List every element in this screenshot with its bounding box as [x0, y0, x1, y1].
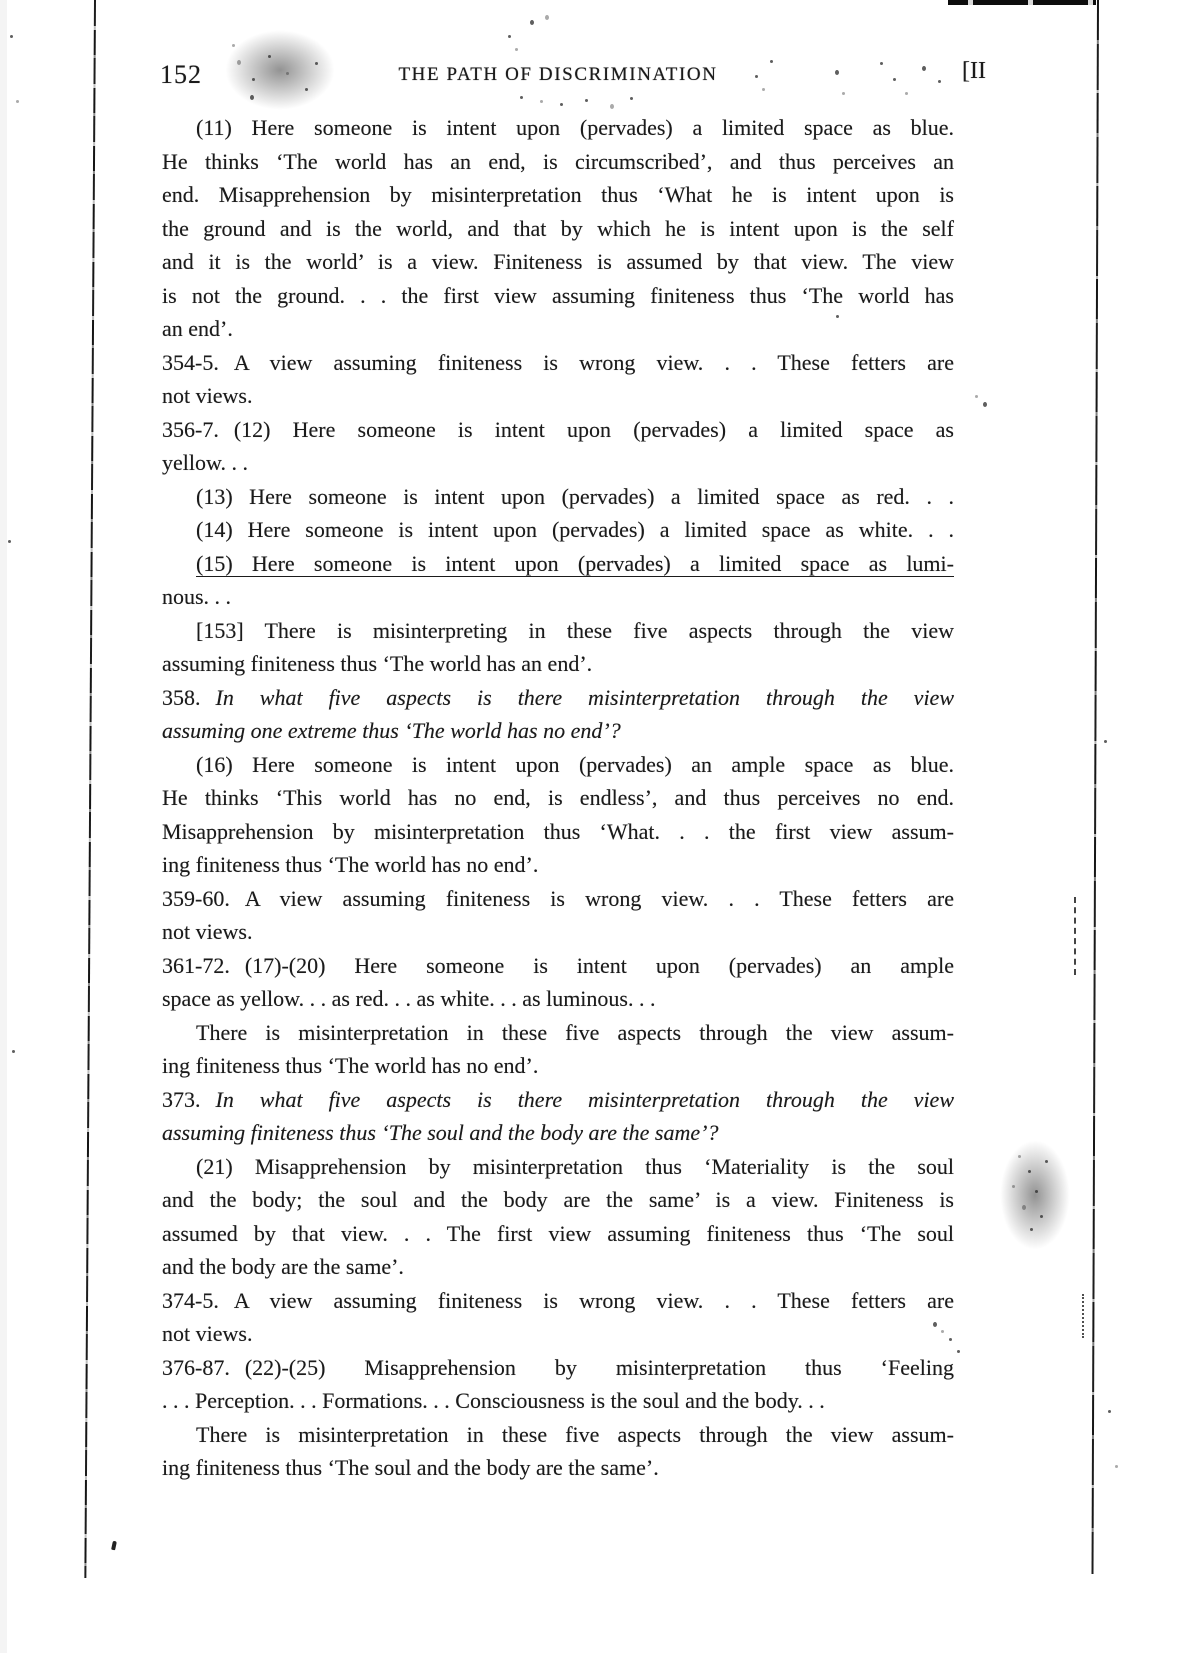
paragraph-number: 359-60.: [162, 885, 230, 911]
page-number: 152: [160, 60, 202, 89]
scan-artifact-dashed-mark: [1074, 897, 1076, 975]
scan-speck: [1108, 1410, 1111, 1413]
text-line: There is misinterpretation in these five aspects through the view assum-: [196, 1019, 954, 1045]
scan-speck: [762, 88, 765, 91]
text-line: and the body; the soul and the body are the same’ is a view. Finiteness is: [162, 1187, 954, 1212]
text-line-content: A view assuming finiteness is wrong view. . . These fetters are: [244, 885, 954, 911]
text-line: ing finiteness thus ‘The soul and the body are the same’.: [162, 1455, 659, 1480]
text-line: and the body are the same’.: [162, 1254, 404, 1279]
text-line: [162, 346, 954, 380]
paragraph: [162, 480, 954, 514]
text-line: There is misinterpretation in these five aspects through the view assum-: [196, 1421, 954, 1447]
paragraph: [162, 111, 954, 346]
scan-speck: [250, 95, 254, 100]
text-line-content: (22)-(25) Misapprehension by misinterpretation thus ‘Feeling: [244, 1354, 954, 1380]
scan-speck: [610, 104, 614, 109]
scan-artifact-right-vertical-line: [1092, 0, 1099, 1574]
scan-artifact-left-edge-band: [0, 0, 7, 1653]
running-title: THE PATH OF DISCRIMINATION: [398, 64, 718, 85]
text-line: (11) Here someone is intent upon (pervades) a limited space as blue.: [196, 115, 954, 140]
text-line: [162, 949, 954, 983]
paragraph-number: 373.: [162, 1086, 201, 1112]
paragraph-number: 361-72.: [162, 952, 230, 978]
scan-speck: [305, 88, 308, 91]
text-line: assumed by that view. . . The first view assuming finiteness thus ‘The soul: [162, 1220, 954, 1246]
text-line: assuming one extreme thus ‘The world has no end’?: [162, 718, 621, 743]
scan-speck: [12, 1050, 15, 1053]
paragraph: [162, 1418, 954, 1485]
scan-speck: [1012, 1185, 1015, 1188]
scan-speck: [1035, 1190, 1038, 1193]
text-line: space as yellow. . . as red. . . as white. . . as luminous. . .: [162, 986, 656, 1011]
scan-speck: [1030, 1228, 1033, 1231]
paragraph-number: 354-5.: [162, 349, 219, 375]
paragraph: [162, 547, 954, 614]
paragraph: [162, 882, 954, 949]
text-line: [162, 681, 954, 715]
text-line: [153] There is misinterpreting in these five aspects through the view: [196, 617, 954, 643]
paragraph: [162, 1284, 954, 1351]
text-line: . . . Perception. . . Formations. . . Consciousness is the soul and the body. . .: [162, 1388, 825, 1413]
text-line: [162, 1351, 954, 1385]
scan-artifact-speck-mark: [111, 1541, 117, 1551]
text-line: yellow. . .: [162, 450, 248, 475]
text-block: [162, 111, 954, 1485]
text-line-content: In what five aspects is there misinterpretation through the view: [215, 684, 954, 710]
text-line: Misapprehension by misinterpretation thus ‘What. . . the first view assum-: [162, 818, 954, 844]
scan-speck: [842, 92, 845, 95]
text-line: (16) Here someone is intent upon (pervades) an ample space as blue.: [196, 751, 954, 777]
scan-speck: [585, 99, 588, 102]
text-line: assuming finiteness thus ‘The soul and the body are the same’?: [162, 1120, 719, 1145]
paragraph: [162, 1083, 954, 1150]
paragraph: [162, 413, 954, 480]
scan-speck: [10, 35, 13, 38]
paragraph: [162, 513, 954, 547]
text-line: He thinks ‘This world has no end, is endless’, and thus perceives no end.: [162, 785, 954, 810]
text-line: ing finiteness thus ‘The world has no end’.: [162, 852, 539, 877]
scan-speck: [630, 97, 633, 100]
text-line: the ground and is the world, and that by which he is intent upon is the self: [162, 215, 954, 241]
text-line: [162, 1083, 954, 1117]
scan-speck: [515, 48, 518, 51]
paragraph-number: 358.: [162, 684, 201, 710]
scan-speck: [545, 15, 549, 20]
scan-speck: [540, 100, 543, 103]
text-line: [162, 1284, 954, 1318]
text-line-content: A view assuming finiteness is wrong view. . . These fetters are: [233, 1287, 954, 1313]
text-line: not views.: [162, 919, 253, 944]
text-line: [162, 413, 954, 447]
scan-speck: [983, 402, 987, 407]
text-line: [162, 882, 954, 916]
scan-artifact-dotted-mark: [1082, 1294, 1084, 1338]
scan-speck: [268, 55, 271, 58]
text-line: not views.: [162, 1321, 253, 1346]
scan-artifact-smudge: [1000, 1140, 1070, 1250]
paragraph: [162, 949, 954, 1016]
text-line: ing finiteness thus ‘The world has no end’.: [162, 1053, 539, 1078]
text-line: is not the ground. . . the first view assuming finiteness thus ‘The world has: [162, 282, 954, 308]
scan-speck: [508, 35, 511, 38]
scan-speck: [16, 100, 19, 103]
paragraph-number: 374-5.: [162, 1287, 219, 1313]
text-line: assuming finiteness thus ‘The world has an end’.: [162, 651, 593, 676]
scan-speck: [1045, 1160, 1048, 1163]
scan-speck: [905, 92, 908, 95]
scan-speck: [1040, 1215, 1043, 1218]
scan-speck: [530, 20, 534, 25]
text-line: end. Misapprehension by misinterpretation thus ‘What he is intent upon is: [162, 182, 954, 207]
paragraph: [162, 681, 954, 748]
text-line: and it is the world’ is a view. Finiteness is assumed by that view. The view: [162, 249, 954, 274]
text-line-content: In what five aspects is there misinterpretation through the view: [215, 1086, 954, 1112]
text-line: nous. . .: [162, 584, 232, 609]
text-line: (15) Here someone is intent upon (pervades) a limited space as lumi-: [196, 550, 954, 576]
scan-speck: [1028, 1170, 1031, 1173]
text-line: an end’.: [162, 316, 233, 341]
scan-speck: [232, 44, 235, 47]
scan-speck: [560, 103, 563, 106]
text-line: (14) Here someone is intent upon (pervades) a limited space as white. . .: [196, 517, 954, 542]
paragraph: [162, 1016, 954, 1083]
scan-artifact-left-vertical-line: [84, 0, 96, 1578]
text-line: (13) Here someone is intent upon (pervades) a limited space as red. . .: [196, 483, 954, 509]
paragraph: [162, 1150, 954, 1284]
text-line: not views.: [162, 383, 253, 408]
scan-speck: [957, 1350, 960, 1353]
scan-speck: [770, 60, 773, 63]
scan-speck: [8, 540, 11, 543]
scan-speck: [1115, 1465, 1118, 1468]
scan-speck: [1104, 740, 1107, 743]
paragraph-number: 356-7.: [162, 416, 219, 442]
scan-speck: [520, 96, 523, 99]
scan-artifact-top-right-bar: [948, 0, 1096, 5]
paragraph: [162, 614, 954, 681]
text-line-content: (12) Here someone is intent upon (pervades) a limited space as: [233, 416, 954, 442]
scan-speck: [975, 395, 978, 398]
paragraph: [162, 1351, 954, 1418]
volume-marker: [II: [962, 58, 986, 84]
scan-speck: [1022, 1205, 1026, 1210]
text-line-content: (17)-(20) Here someone is intent upon (pervades) an ample: [244, 952, 954, 978]
text-line: (21) Misapprehension by misinterpretation thus ‘Materiality is the soul: [196, 1153, 954, 1179]
paragraph-number: 376-87.: [162, 1354, 230, 1380]
paragraph: [162, 748, 954, 882]
text-line: He thinks ‘The world has an end, is circumscribed’, and thus perceives an: [162, 148, 954, 174]
text-line-content: A view assuming finiteness is wrong view. . . These fetters are: [233, 349, 954, 375]
paragraph: [162, 346, 954, 413]
scan-speck: [1018, 1155, 1021, 1158]
